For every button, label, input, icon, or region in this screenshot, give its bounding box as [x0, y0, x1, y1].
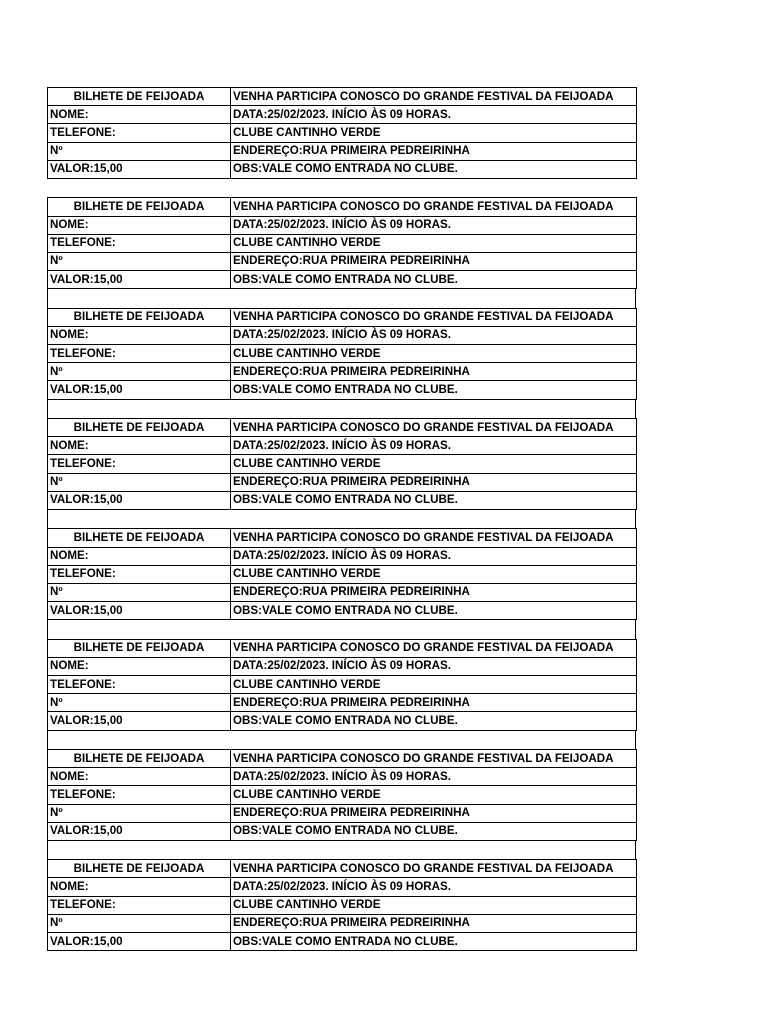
ticket-title: BILHETE DE FEIJOADA: [48, 529, 231, 547]
ticket-spacer: [47, 289, 636, 307]
event-address: ENDEREÇO:RUA PRIMEIRA PEDREIRINHA: [231, 363, 637, 381]
phone-label: TELEFONE:: [48, 234, 231, 252]
ticket-number-label: Nº: [48, 252, 231, 270]
phone-label: TELEFONE:: [48, 455, 231, 473]
ticket-row-price: [48, 712, 637, 730]
ticket-spacer: [47, 731, 636, 749]
ticket-row-name: [48, 106, 637, 124]
club-name: CLUBE CANTINHO VERDE: [231, 565, 637, 583]
ticket-invitation: VENHA PARTICIPA CONOSCO DO GRANDE FESTIVAL DA FEIJOADA: [231, 88, 637, 106]
ticket-note: OBS:VALE COMO ENTRADA NO CLUBE.: [231, 160, 637, 178]
ticket-row-phone: [48, 455, 637, 473]
ticket-title: BILHETE DE FEIJOADA: [48, 860, 231, 878]
ticket-table: [47, 639, 637, 731]
event-date: DATA:25/02/2023. INÍCIO ÀS 09 HORAS.: [231, 106, 637, 124]
club-name: CLUBE CANTINHO VERDE: [231, 345, 637, 363]
ticket-note: OBS:VALE COMO ENTRADA NO CLUBE.: [231, 712, 637, 730]
ticket-price: VALOR:15,00: [48, 602, 231, 620]
ticket-row-number: [48, 252, 637, 270]
ticket-row-name: [48, 768, 637, 786]
ticket-title: BILHETE DE FEIJOADA: [48, 749, 231, 767]
ticket-title: BILHETE DE FEIJOADA: [48, 308, 231, 326]
ticket-row-number: [48, 142, 637, 160]
ticket-note: OBS:VALE COMO ENTRADA NO CLUBE.: [231, 491, 637, 509]
phone-label: TELEFONE:: [48, 896, 231, 914]
ticket-row-price: [48, 271, 637, 289]
ticket-number-label: Nº: [48, 142, 231, 160]
event-address: ENDEREÇO:RUA PRIMEIRA PEDREIRINHA: [231, 914, 637, 932]
name-label: NOME:: [48, 547, 231, 565]
ticket-row-price: [48, 602, 637, 620]
ticket-invitation: VENHA PARTICIPA CONOSCO DO GRANDE FESTIVAL DA FEIJOADA: [231, 860, 637, 878]
ticket-row-phone: [48, 676, 637, 694]
ticket-row-name: [48, 437, 637, 455]
event-address: ENDEREÇO:RUA PRIMEIRA PEDREIRINHA: [231, 804, 637, 822]
ticket-price: VALOR:15,00: [48, 822, 231, 840]
event-date: DATA:25/02/2023. INÍCIO ÀS 09 HORAS.: [231, 878, 637, 896]
ticket-table: [47, 308, 637, 400]
ticket-note: OBS:VALE COMO ENTRADA NO CLUBE.: [231, 933, 637, 951]
ticket-row-phone: [48, 896, 637, 914]
name-label: NOME:: [48, 768, 231, 786]
ticket-number-label: Nº: [48, 473, 231, 491]
event-address: ENDEREÇO:RUA PRIMEIRA PEDREIRINHA: [231, 252, 637, 270]
ticket-table: [47, 418, 637, 510]
ticket-row-number: [48, 363, 637, 381]
ticket-invitation: VENHA PARTICIPA CONOSCO DO GRANDE FESTIVAL DA FEIJOADA: [231, 198, 637, 216]
ticket-header-row: [48, 749, 637, 767]
ticket-number-label: Nº: [48, 804, 231, 822]
event-date: DATA:25/02/2023. INÍCIO ÀS 09 HORAS.: [231, 326, 637, 344]
name-label: NOME:: [48, 878, 231, 896]
phone-label: TELEFONE:: [48, 565, 231, 583]
ticket-row-phone: [48, 565, 637, 583]
name-label: NOME:: [48, 437, 231, 455]
ticket-note: OBS:VALE COMO ENTRADA NO CLUBE.: [231, 602, 637, 620]
ticket-row-price: [48, 381, 637, 399]
ticket-invitation: VENHA PARTICIPA CONOSCO DO GRANDE FESTIVAL DA FEIJOADA: [231, 749, 637, 767]
ticket-header-row: [48, 639, 637, 657]
ticket-row-number: [48, 694, 637, 712]
ticket-invitation: VENHA PARTICIPA CONOSCO DO GRANDE FESTIVAL DA FEIJOADA: [231, 639, 637, 657]
ticket-header-row: [48, 88, 637, 106]
ticket-number-label: Nº: [48, 363, 231, 381]
event-address: ENDEREÇO:RUA PRIMEIRA PEDREIRINHA: [231, 583, 637, 601]
name-label: NOME:: [48, 326, 231, 344]
ticket-number-label: Nº: [48, 583, 231, 601]
ticket-note: OBS:VALE COMO ENTRADA NO CLUBE.: [231, 822, 637, 840]
event-date: DATA:25/02/2023. INÍCIO ÀS 09 HORAS.: [231, 547, 637, 565]
event-address: ENDEREÇO:RUA PRIMEIRA PEDREIRINHA: [231, 473, 637, 491]
ticket-header-row: [48, 529, 637, 547]
ticket-title: BILHETE DE FEIJOADA: [48, 639, 231, 657]
phone-label: TELEFONE:: [48, 124, 231, 142]
ticket-header-row: [48, 860, 637, 878]
ticket-row-number: [48, 473, 637, 491]
ticket-title: BILHETE DE FEIJOADA: [48, 418, 231, 436]
ticket-invitation: VENHA PARTICIPA CONOSCO DO GRANDE FESTIVAL DA FEIJOADA: [231, 418, 637, 436]
name-label: NOME:: [48, 216, 231, 234]
phone-label: TELEFONE:: [48, 345, 231, 363]
ticket-invitation: VENHA PARTICIPA CONOSCO DO GRANDE FESTIVAL DA FEIJOADA: [231, 308, 637, 326]
name-label: NOME:: [48, 106, 231, 124]
ticket-header-row: [48, 308, 637, 326]
ticket-spacer: [47, 620, 636, 638]
ticket-price: VALOR:15,00: [48, 712, 231, 730]
ticket-price: VALOR:15,00: [48, 271, 231, 289]
ticket-price: VALOR:15,00: [48, 933, 231, 951]
ticket-row-name: [48, 547, 637, 565]
event-date: DATA:25/02/2023. INÍCIO ÀS 09 HORAS.: [231, 216, 637, 234]
club-name: CLUBE CANTINHO VERDE: [231, 896, 637, 914]
event-address: ENDEREÇO:RUA PRIMEIRA PEDREIRINHA: [231, 142, 637, 160]
ticket-row-name: [48, 878, 637, 896]
ticket-row-price: [48, 933, 637, 951]
ticket-row-phone: [48, 786, 637, 804]
club-name: CLUBE CANTINHO VERDE: [231, 786, 637, 804]
ticket-title: BILHETE DE FEIJOADA: [48, 88, 231, 106]
ticket-title: BILHETE DE FEIJOADA: [48, 198, 231, 216]
ticket-number-label: Nº: [48, 914, 231, 932]
ticket-sheet: [47, 87, 636, 951]
ticket-spacer: [47, 510, 636, 528]
phone-label: TELEFONE:: [48, 676, 231, 694]
ticket-price: VALOR:15,00: [48, 160, 231, 178]
ticket-row-name: [48, 657, 637, 675]
club-name: CLUBE CANTINHO VERDE: [231, 234, 637, 252]
club-name: CLUBE CANTINHO VERDE: [231, 676, 637, 694]
ticket-table: [47, 528, 637, 620]
ticket-row-price: [48, 160, 637, 178]
ticket-row-name: [48, 326, 637, 344]
event-address: ENDEREÇO:RUA PRIMEIRA PEDREIRINHA: [231, 694, 637, 712]
ticket-spacer: [47, 400, 636, 418]
club-name: CLUBE CANTINHO VERDE: [231, 455, 637, 473]
ticket-row-phone: [48, 124, 637, 142]
ticket-number-label: Nº: [48, 694, 231, 712]
phone-label: TELEFONE:: [48, 786, 231, 804]
ticket-row-number: [48, 914, 637, 932]
ticket-price: VALOR:15,00: [48, 381, 231, 399]
event-date: DATA:25/02/2023. INÍCIO ÀS 09 HORAS.: [231, 437, 637, 455]
ticket-table: [47, 197, 637, 289]
ticket-note: OBS:VALE COMO ENTRADA NO CLUBE.: [231, 271, 637, 289]
event-date: DATA:25/02/2023. INÍCIO ÀS 09 HORAS.: [231, 768, 637, 786]
ticket-note: OBS:VALE COMO ENTRADA NO CLUBE.: [231, 381, 637, 399]
ticket-header-row: [48, 418, 637, 436]
ticket-row-phone: [48, 234, 637, 252]
ticket-row-price: [48, 822, 637, 840]
ticket-row-number: [48, 804, 637, 822]
ticket-row-phone: [48, 345, 637, 363]
name-label: NOME:: [48, 657, 231, 675]
ticket-row-price: [48, 491, 637, 509]
ticket-header-row: [48, 198, 637, 216]
ticket-invitation: VENHA PARTICIPA CONOSCO DO GRANDE FESTIVAL DA FEIJOADA: [231, 529, 637, 547]
ticket-table: [47, 859, 637, 951]
ticket-row-name: [48, 216, 637, 234]
club-name: CLUBE CANTINHO VERDE: [231, 124, 637, 142]
ticket-table: [47, 749, 637, 841]
event-date: DATA:25/02/2023. INÍCIO ÀS 09 HORAS.: [231, 657, 637, 675]
ticket-table: [47, 87, 637, 179]
ticket-row-number: [48, 583, 637, 601]
ticket-price: VALOR:15,00: [48, 491, 231, 509]
ticket-spacer: [47, 841, 636, 859]
ticket-spacer: [47, 179, 636, 197]
